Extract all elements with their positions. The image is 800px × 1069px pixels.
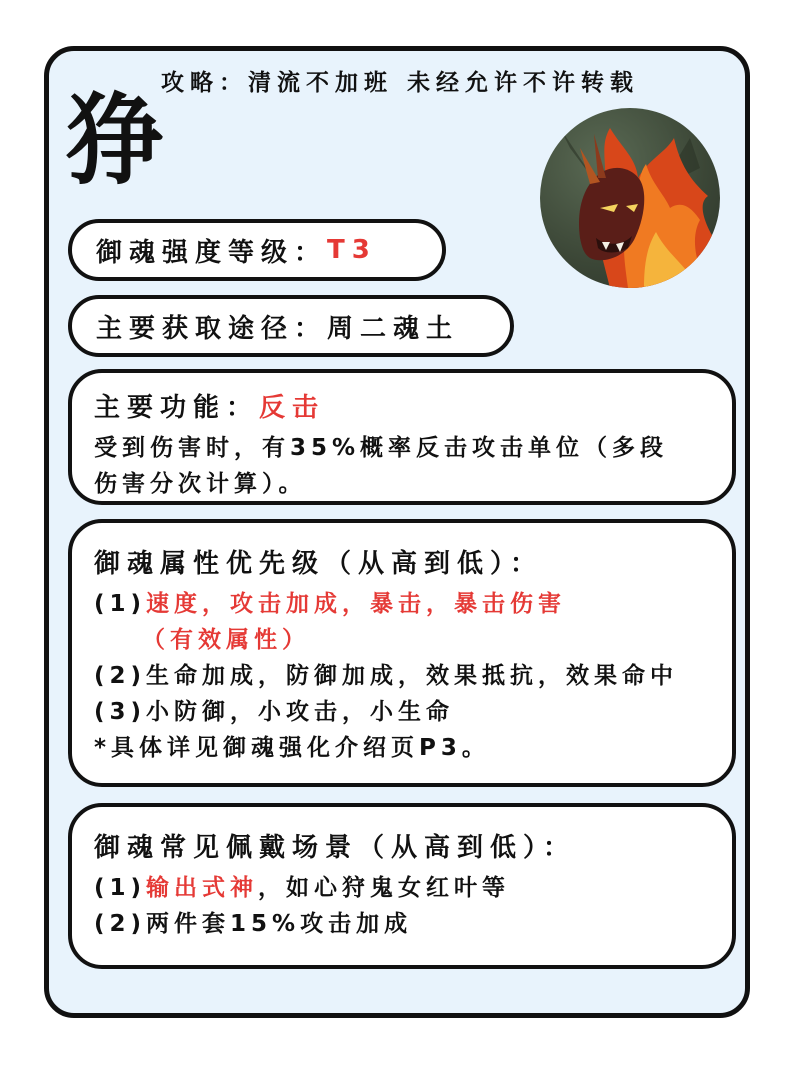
scenes-item-1-value: 输出式神 [146, 875, 259, 901]
function-label: 主要功能： [94, 393, 260, 423]
grade-value: T3 [327, 235, 377, 265]
page-title: 狰 [66, 84, 165, 198]
function-value: 反击 [259, 393, 326, 423]
scenes-item-1-prefix: (1) [94, 875, 147, 901]
grade-pill [68, 219, 446, 281]
priority-item-1-prefix: (1) [94, 591, 147, 617]
priority-note: *具体详见御魂强化介绍页P3。 [94, 735, 490, 761]
fire-beast-portrait-icon [540, 108, 720, 288]
function-desc-line2: 伤害分次计算）。 [94, 471, 307, 497]
function-desc-line1: 受到伤害时，有35%概率反击攻击单位（多段 [94, 435, 669, 461]
priority-head: 御魂属性优先级（从高到低）： [94, 549, 544, 579]
priority-item-1 [94, 586, 712, 622]
priority-item-1-note: （有效属性） [142, 627, 310, 653]
priority-panel [68, 519, 736, 787]
scenes-item-1-rest: ，如心狩鬼女红叶等 [258, 875, 511, 901]
source-label: 主要获取途径：周二魂土 [96, 313, 460, 344]
grade-label: 御魂强度等级： [96, 237, 328, 268]
priority-item-3: (3)小防御，小攻击，小生命 [94, 699, 455, 725]
scenes-head: 御魂常见佩戴场景（从高到低）： [94, 833, 577, 863]
source-pill [68, 295, 514, 357]
priority-item-2: (2)生命加成，防御加成，效果抵抗，效果命中 [94, 663, 679, 689]
scenes-item-1 [94, 870, 712, 906]
scenes-item-2: (2)两件套15%攻击加成 [94, 911, 413, 937]
function-panel [68, 369, 736, 505]
scenes-panel [68, 803, 736, 969]
credit-line: 攻略：清流不加班 未经允许不许转载 [160, 70, 639, 96]
priority-item-1-value: 速度，攻击加成，暴击，暴击伤害 [146, 591, 567, 617]
function-head [94, 387, 712, 424]
